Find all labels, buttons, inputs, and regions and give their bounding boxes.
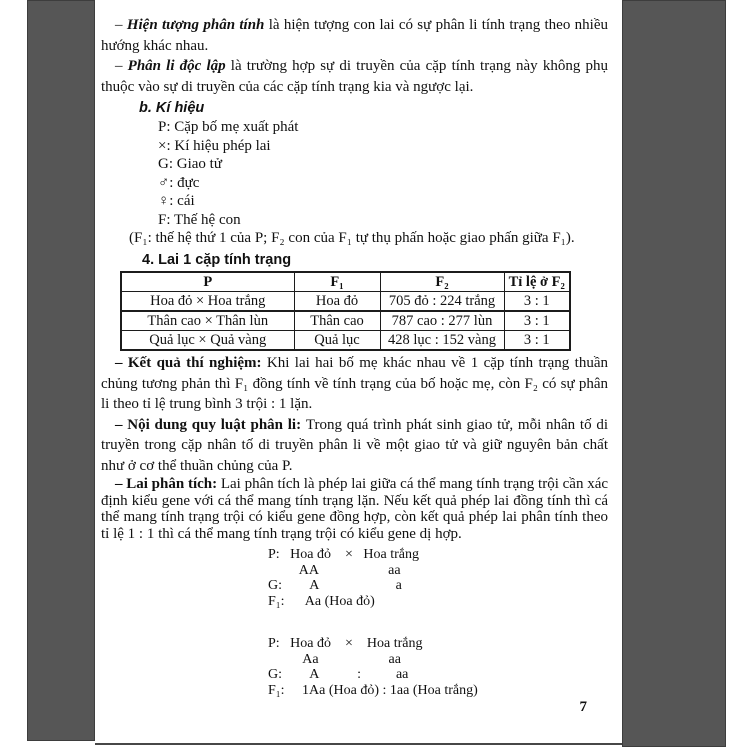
table-cell: 3 : 1: [504, 292, 570, 312]
table-header-cell: F₂: [380, 272, 504, 292]
paragraph-ket-qua: [101, 353, 608, 415]
text-segment: Khi lai hai bố mẹ khác nhau về 1 cặp tính trạng thuần chủng tương phản thì F₁ đồng tính về tính trạng của bố hoặc mẹ, còn F₂ có sự phân li theo tỉ lệ trung bình 3 trội : 1 lặn.: [101, 355, 608, 412]
table-header-row: [121, 272, 570, 292]
table-header-cell: F₁: [294, 272, 380, 292]
cross-line: P: Hoa đỏ × Hoa trắng: [268, 547, 419, 562]
symbol-list-item: P: Cặp bố mẹ xuất phát: [158, 119, 299, 135]
table-cell: Quả lục × Quả vàng: [121, 331, 294, 351]
table-cell: Quả lục: [294, 331, 380, 351]
table-row: [121, 331, 570, 351]
monohybrid-cross-table: [120, 271, 571, 351]
table-header-cell: P: [121, 272, 294, 292]
page-number: 7: [579, 699, 587, 715]
symbol-list-item: ×: Kí hiệu phép lai: [158, 137, 271, 154]
cross-line: G: A : aa: [268, 667, 409, 682]
symbol-list-item: F: Thế hệ con: [158, 211, 241, 228]
table-cell: 705 đỏ : 224 trắng: [380, 292, 504, 312]
text-segment: –: [115, 58, 128, 74]
symbol-list-item: G: Giao tử: [158, 156, 222, 172]
table-cell: 428 lục : 152 vàng: [380, 331, 504, 351]
paragraph-lai-phan-tich: [101, 476, 608, 542]
cross-line: G: A a: [268, 578, 402, 593]
table-cell: Hoa đỏ × Hoa trắng: [121, 292, 294, 312]
heading-ki-hieu: b. Kí hiệu: [139, 100, 205, 116]
symbol-list: [158, 118, 608, 229]
genetic-cross-diagram-1: [268, 547, 608, 609]
table-body: [121, 292, 570, 351]
table-header-cell: Tỉ lệ ở F₂: [504, 272, 570, 292]
symbol-list-item: ♀: cái: [158, 193, 195, 209]
symbol-note: (F₁: thế hệ thứ 1 của P; F₂ con của F₁ tự thụ phấn hoặc giao phấn giữa F₁).: [129, 230, 575, 246]
table-row: [121, 292, 570, 312]
genetic-cross-diagram-2: [268, 636, 608, 698]
paragraph-noi-dung-quy-luat: [101, 415, 608, 477]
text-segment: là hiện tượng con lai có sự phân li tính trạng theo nhiều hướng khác nhau.: [101, 17, 608, 54]
text-segment: –: [115, 17, 127, 33]
heading-lai-1-cap-tinh-trang: 4. Lai 1 cặp tính trạng: [142, 252, 292, 268]
table-cell: 3 : 1: [504, 331, 570, 351]
table-cell: Thân cao: [294, 311, 380, 331]
page-background-right: [622, 0, 726, 747]
table-cell: Thân cao × Thân lùn: [121, 311, 294, 331]
cross-line: P: Hoa đỏ × Hoa trắng: [268, 636, 423, 651]
table-cell: 787 cao : 277 lùn: [380, 311, 504, 331]
paragraph-phan-tinh: [101, 15, 608, 56]
cross-line: Aa aa: [268, 651, 401, 667]
text-segment: Trong quá trình phát sinh giao tử, mỗi nhân tố di truyền trong cặp nhân tố di truyền phân li về một giao tử và giữ nguyên bản chất như ở cơ thể thuần chủng của P.: [101, 416, 609, 474]
table-cell: 3 : 1: [504, 311, 570, 331]
table-row: [121, 311, 570, 331]
text-segment: là trường hợp sự di truyền của cặp tính trạng này không phụ thuộc vào sự di truyền của các cặp tính trạng kia và ngược lại.: [101, 58, 608, 95]
page-background-left: [27, 0, 95, 741]
table-head: [121, 272, 570, 292]
cross-line: AA aa: [268, 562, 401, 578]
text-segment: Lai phân tích là phép lai giữa cá thể mang tính trạng trội cần xác định kiểu gene với cá thể mang tính trạng lặn. Nếu kết quả phép lai đồng tính thì cá thể mang tính trạng trội có kiểu gene đồng hợp, còn kết quả phép lai phân tính theo tỉ lệ 1 : 1 thì cá thể mang tính trạng trội có kiểu gene dị hợp.: [101, 476, 609, 542]
cross-line: F₁: Aa (Hoa đỏ): [268, 593, 375, 609]
symbol-list-item: ♂: đực: [158, 174, 200, 191]
text-segment: – Lai phân tích:: [115, 476, 221, 492]
cross-line: F₁: 1Aa (Hoa đỏ) : 1aa (Hoa trắng): [268, 682, 478, 698]
text-segment: Phân li độc lập: [127, 58, 226, 74]
text-segment: Hiện tượng phân tính: [126, 17, 265, 33]
document-page: [95, 0, 622, 745]
text-segment: – Kết quả thí nghiệm:: [115, 355, 267, 371]
table-cell: Hoa đỏ: [294, 292, 380, 312]
paragraph-phan-li-doc-lap: [101, 56, 608, 97]
text-segment: – Nội dung quy luật phân li:: [115, 416, 306, 433]
